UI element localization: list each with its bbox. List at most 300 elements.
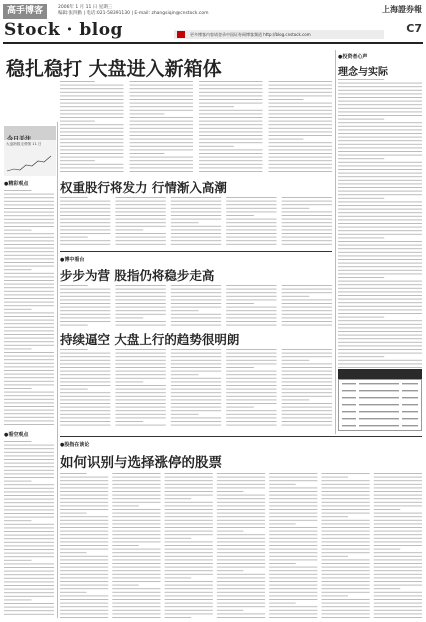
text-line bbox=[269, 567, 317, 568]
text-line bbox=[226, 229, 276, 230]
text-line bbox=[4, 302, 54, 303]
text-line bbox=[60, 303, 110, 304]
text-line bbox=[321, 552, 369, 553]
text-line bbox=[60, 299, 110, 300]
text-line bbox=[115, 244, 165, 245]
text-line bbox=[226, 307, 276, 308]
text-line bbox=[4, 452, 54, 453]
text-line bbox=[217, 502, 265, 503]
text-line bbox=[4, 481, 32, 482]
text-line bbox=[226, 314, 276, 315]
text-line bbox=[4, 585, 54, 586]
text-line bbox=[60, 215, 110, 216]
text-line bbox=[374, 570, 422, 571]
text-line bbox=[60, 617, 108, 618]
text-line bbox=[165, 545, 213, 546]
text-line bbox=[60, 167, 124, 168]
text-line bbox=[60, 374, 110, 375]
text-line bbox=[4, 291, 54, 292]
text-line bbox=[217, 567, 265, 568]
text-line bbox=[165, 509, 213, 510]
index-chart-caption: 大盘指数走势图 11 日 bbox=[6, 142, 42, 146]
text-line bbox=[338, 266, 422, 267]
hot-blog-table-rows bbox=[339, 380, 423, 432]
text-line bbox=[226, 392, 276, 393]
text-line bbox=[171, 244, 221, 245]
text-line bbox=[171, 303, 221, 304]
text-line bbox=[112, 574, 160, 575]
text-line bbox=[60, 577, 108, 578]
text-line bbox=[171, 321, 221, 322]
text-line bbox=[112, 552, 160, 553]
text-line bbox=[130, 149, 194, 150]
text-line bbox=[60, 392, 110, 393]
text-line bbox=[115, 371, 165, 372]
text-line bbox=[115, 389, 165, 390]
text-line bbox=[338, 147, 422, 148]
text-line bbox=[60, 549, 108, 550]
text-line bbox=[269, 516, 317, 517]
text-line bbox=[226, 292, 276, 293]
text-line bbox=[226, 310, 276, 311]
text-line bbox=[217, 473, 265, 474]
text-line bbox=[4, 524, 54, 525]
text-line bbox=[115, 233, 165, 234]
text-line bbox=[338, 79, 384, 80]
text-line bbox=[4, 327, 54, 328]
text-line bbox=[165, 480, 213, 481]
text-line bbox=[269, 160, 333, 161]
text-line bbox=[199, 88, 263, 89]
text-line bbox=[4, 280, 54, 281]
text-line bbox=[269, 142, 333, 143]
text-line bbox=[338, 158, 384, 159]
text-line bbox=[4, 384, 54, 385]
hot-blog-table[interactable] bbox=[338, 379, 422, 431]
text-line bbox=[374, 491, 422, 492]
text-line bbox=[4, 484, 54, 485]
text-line bbox=[115, 317, 143, 318]
headline-limit-up: 如何识别与选择涨停的股票 bbox=[60, 455, 222, 471]
text-line bbox=[374, 581, 422, 582]
text-line bbox=[60, 349, 88, 350]
story5-text bbox=[60, 472, 422, 618]
text-line bbox=[60, 385, 110, 386]
right-column-lines bbox=[338, 78, 422, 368]
text-line bbox=[4, 491, 54, 492]
text-line bbox=[4, 406, 54, 407]
text-line bbox=[338, 338, 422, 339]
brand-badge: 高手博客 bbox=[3, 4, 47, 19]
text-line bbox=[338, 270, 422, 271]
text-line bbox=[4, 603, 54, 604]
text-line bbox=[199, 171, 263, 172]
text-line bbox=[4, 222, 54, 223]
text-line bbox=[269, 617, 317, 618]
text-line bbox=[217, 523, 265, 524]
text-line bbox=[60, 403, 110, 404]
text-line bbox=[374, 595, 422, 596]
text-line bbox=[374, 516, 422, 517]
text-line bbox=[269, 498, 317, 499]
text-line bbox=[165, 549, 213, 550]
text-line bbox=[4, 448, 54, 449]
text-line bbox=[374, 577, 422, 578]
table-cell bbox=[342, 390, 356, 391]
text-line bbox=[4, 531, 54, 532]
bearish-tag: ●看空观点 bbox=[4, 432, 29, 438]
column-rule-left bbox=[57, 122, 58, 618]
text-line bbox=[165, 599, 213, 600]
text-line bbox=[226, 374, 276, 375]
text-line bbox=[4, 517, 54, 518]
text-line bbox=[115, 378, 165, 379]
text-line bbox=[4, 527, 54, 528]
text-line bbox=[115, 296, 165, 297]
text-line bbox=[112, 595, 160, 596]
text-line bbox=[4, 258, 54, 259]
right-column-text bbox=[338, 78, 422, 368]
text-line bbox=[60, 237, 88, 238]
text-line bbox=[60, 106, 124, 107]
text-line bbox=[60, 567, 108, 568]
text-line bbox=[115, 321, 165, 322]
text-line bbox=[60, 244, 110, 245]
text-line bbox=[321, 585, 369, 586]
text-line bbox=[60, 527, 108, 528]
text-line bbox=[199, 157, 263, 158]
text-line bbox=[338, 90, 422, 91]
text-line bbox=[4, 208, 54, 209]
text-line bbox=[338, 245, 422, 246]
text-line bbox=[217, 581, 265, 582]
text-line bbox=[217, 516, 265, 517]
text-line bbox=[269, 534, 317, 535]
text-line bbox=[130, 88, 194, 89]
text-line bbox=[60, 396, 110, 397]
text-line bbox=[60, 541, 108, 542]
lead-text-lines bbox=[60, 80, 332, 172]
story5-lines bbox=[60, 472, 422, 618]
text-line bbox=[282, 303, 332, 304]
text-line bbox=[321, 495, 369, 496]
text-line bbox=[115, 414, 165, 415]
text-line bbox=[269, 110, 333, 111]
text-line bbox=[171, 215, 221, 216]
divider-1 bbox=[60, 251, 332, 252]
text-line bbox=[4, 356, 54, 357]
text-line bbox=[321, 563, 369, 564]
text-line bbox=[165, 541, 213, 542]
text-line bbox=[338, 356, 384, 357]
text-line bbox=[130, 128, 194, 129]
text-line bbox=[60, 356, 110, 357]
text-line bbox=[4, 553, 54, 554]
text-line bbox=[60, 219, 110, 220]
text-line bbox=[269, 531, 317, 532]
text-line bbox=[112, 559, 160, 560]
text-line bbox=[112, 531, 160, 532]
text-line bbox=[374, 513, 422, 514]
text-line bbox=[60, 371, 110, 372]
text-line bbox=[112, 477, 160, 478]
text-line bbox=[226, 215, 254, 216]
text-line bbox=[60, 139, 124, 140]
text-line bbox=[60, 314, 110, 315]
text-line bbox=[226, 325, 276, 326]
table-cell bbox=[342, 397, 356, 398]
text-line bbox=[165, 574, 213, 575]
text-line bbox=[60, 509, 108, 510]
text-line bbox=[269, 167, 333, 168]
text-line bbox=[171, 197, 221, 198]
text-line bbox=[226, 197, 276, 198]
text-line bbox=[226, 363, 276, 364]
text-line bbox=[4, 463, 54, 464]
text-line bbox=[4, 334, 54, 335]
text-line bbox=[115, 204, 165, 205]
text-line bbox=[4, 455, 54, 456]
text-line bbox=[269, 563, 296, 564]
text-line bbox=[60, 487, 108, 488]
text-line bbox=[338, 83, 422, 84]
text-line bbox=[269, 523, 296, 524]
text-line bbox=[4, 287, 54, 288]
text-line bbox=[199, 92, 263, 93]
text-line bbox=[115, 367, 165, 368]
text-line bbox=[374, 606, 422, 607]
headline-weight-stocks: 权重股行将发力 行情渐入高潮 bbox=[60, 180, 227, 195]
text-line bbox=[60, 603, 108, 604]
text-line bbox=[4, 488, 54, 489]
text-line bbox=[269, 106, 333, 107]
text-line bbox=[374, 523, 422, 524]
text-line bbox=[217, 538, 265, 539]
text-line bbox=[269, 92, 333, 93]
text-line bbox=[217, 505, 265, 506]
text-line bbox=[60, 95, 124, 96]
text-line bbox=[165, 520, 213, 521]
text-line bbox=[338, 205, 422, 206]
text-line bbox=[60, 599, 108, 600]
text-line bbox=[130, 85, 194, 86]
text-line bbox=[282, 299, 332, 300]
text-line bbox=[4, 348, 32, 349]
text-line bbox=[217, 527, 265, 528]
text-line bbox=[112, 592, 160, 593]
text-line bbox=[282, 285, 332, 286]
text-line bbox=[60, 157, 124, 158]
text-line bbox=[338, 331, 422, 332]
table-cell bbox=[359, 390, 399, 391]
text-line bbox=[374, 613, 422, 614]
text-line bbox=[338, 155, 422, 156]
text-line bbox=[338, 360, 422, 361]
text-line bbox=[60, 142, 124, 143]
text-line bbox=[60, 498, 108, 499]
text-line bbox=[165, 491, 213, 492]
text-line bbox=[199, 142, 263, 143]
text-line bbox=[217, 599, 265, 600]
table-cell bbox=[342, 418, 356, 419]
text-line bbox=[321, 549, 369, 550]
text-line bbox=[269, 491, 317, 492]
text-line bbox=[112, 588, 160, 589]
text-line bbox=[4, 610, 54, 611]
text-line bbox=[4, 320, 54, 321]
table-cell bbox=[342, 383, 356, 384]
text-line bbox=[171, 367, 221, 368]
text-line bbox=[321, 556, 348, 557]
column-rule-right bbox=[335, 50, 336, 434]
text-line bbox=[4, 596, 54, 597]
text-line bbox=[4, 305, 54, 306]
text-line bbox=[199, 139, 263, 140]
text-line bbox=[60, 240, 110, 241]
text-line bbox=[282, 363, 332, 364]
text-line bbox=[321, 531, 369, 532]
text-line bbox=[338, 288, 422, 289]
text-line bbox=[338, 108, 422, 109]
text-line bbox=[282, 314, 332, 315]
text-line bbox=[199, 81, 263, 82]
text-line bbox=[217, 563, 265, 564]
text-line bbox=[60, 545, 108, 546]
text-line bbox=[338, 133, 422, 134]
text-line bbox=[374, 495, 422, 496]
text-line bbox=[269, 541, 317, 542]
text-line bbox=[321, 574, 369, 575]
text-line bbox=[60, 480, 108, 481]
text-line bbox=[4, 219, 54, 220]
text-line bbox=[60, 606, 108, 607]
text-line bbox=[199, 103, 263, 104]
text-line bbox=[282, 296, 310, 297]
text-line bbox=[171, 381, 221, 382]
text-line bbox=[130, 142, 194, 143]
text-line bbox=[112, 498, 160, 499]
text-line bbox=[282, 292, 332, 293]
text-line bbox=[60, 516, 108, 517]
text-line bbox=[374, 484, 422, 485]
text-line bbox=[374, 538, 422, 539]
text-line bbox=[321, 613, 369, 614]
text-line bbox=[171, 307, 221, 308]
text-line bbox=[226, 211, 276, 212]
text-line bbox=[4, 535, 54, 536]
left-column-lines bbox=[4, 189, 54, 427]
text-line bbox=[60, 581, 108, 582]
text-line bbox=[60, 592, 87, 593]
text-line bbox=[199, 149, 263, 150]
text-line bbox=[4, 273, 54, 274]
text-line bbox=[4, 520, 32, 521]
text-line bbox=[60, 491, 108, 492]
text-line bbox=[4, 502, 54, 503]
text-line bbox=[269, 153, 333, 154]
text-line bbox=[115, 385, 165, 386]
text-line bbox=[115, 325, 165, 326]
left-bottom-text bbox=[4, 440, 54, 618]
text-line bbox=[60, 135, 124, 136]
text-line bbox=[338, 180, 422, 181]
text-line bbox=[4, 399, 54, 400]
text-line bbox=[321, 487, 369, 488]
text-line bbox=[165, 473, 213, 474]
text-line bbox=[338, 176, 422, 177]
text-line bbox=[112, 549, 160, 550]
text-line bbox=[171, 299, 221, 300]
text-line bbox=[130, 171, 194, 172]
text-line bbox=[165, 495, 213, 496]
text-line bbox=[171, 403, 221, 404]
text-line bbox=[171, 226, 221, 227]
text-line bbox=[165, 570, 213, 571]
text-line bbox=[115, 197, 165, 198]
text-line bbox=[338, 169, 422, 170]
text-line bbox=[4, 294, 54, 295]
text-line bbox=[282, 215, 332, 216]
text-line bbox=[165, 527, 213, 528]
text-line bbox=[338, 115, 422, 116]
headline-continuous-rise: 持续逼空 大盘上行的趋势很明朗 bbox=[60, 332, 240, 347]
text-line bbox=[4, 466, 54, 467]
text-line bbox=[60, 233, 110, 234]
text-line bbox=[338, 345, 422, 346]
text-line bbox=[4, 592, 54, 593]
index-talk-tag: ●股指在谈论 bbox=[60, 442, 90, 448]
text-line bbox=[60, 171, 124, 172]
text-line bbox=[4, 571, 54, 572]
text-line bbox=[115, 226, 165, 227]
text-line bbox=[171, 396, 221, 397]
text-line bbox=[112, 599, 160, 600]
text-line bbox=[112, 527, 160, 528]
text-line bbox=[171, 240, 221, 241]
text-line bbox=[282, 197, 332, 198]
text-line bbox=[165, 559, 213, 560]
text-line bbox=[217, 487, 265, 488]
text-line bbox=[165, 523, 213, 524]
text-line bbox=[217, 541, 265, 542]
text-line bbox=[199, 124, 263, 125]
blog-banner[interactable] bbox=[174, 30, 384, 39]
index-chart-box bbox=[4, 140, 56, 176]
text-line bbox=[60, 556, 108, 557]
text-line bbox=[115, 215, 165, 216]
text-line bbox=[199, 164, 263, 165]
text-line bbox=[60, 513, 87, 514]
text-line bbox=[338, 212, 422, 213]
text-line bbox=[115, 211, 165, 212]
text-line bbox=[130, 103, 194, 104]
text-line bbox=[226, 396, 276, 397]
text-line bbox=[282, 226, 332, 227]
text-line bbox=[282, 417, 332, 418]
text-line bbox=[60, 473, 87, 474]
text-line bbox=[217, 574, 265, 575]
text-line bbox=[112, 545, 139, 546]
text-line bbox=[269, 157, 333, 158]
text-line bbox=[4, 509, 54, 510]
text-line bbox=[171, 353, 221, 354]
text-line bbox=[4, 381, 54, 382]
text-line bbox=[374, 487, 422, 488]
text-line bbox=[321, 567, 369, 568]
text-line bbox=[4, 424, 54, 425]
table-cell bbox=[402, 425, 418, 426]
text-line bbox=[171, 208, 221, 209]
